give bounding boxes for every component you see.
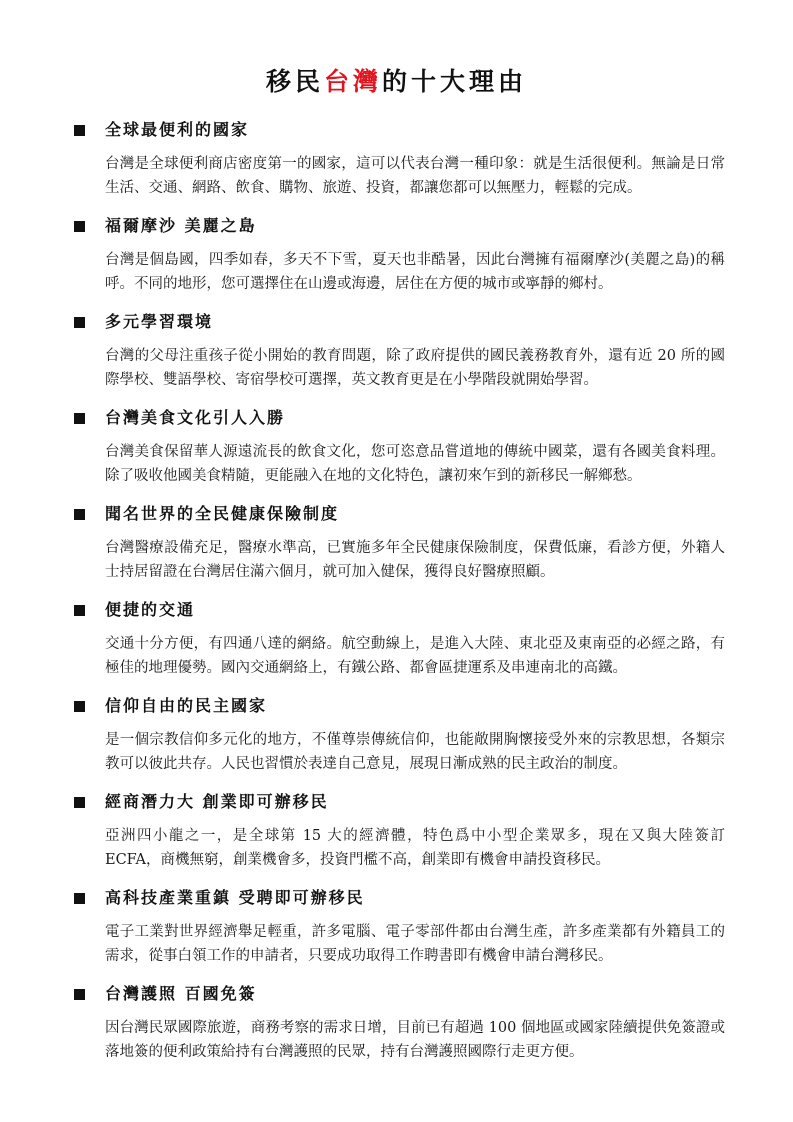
section-heading-text: 聞名世界的全民健康保險制度 xyxy=(105,504,340,523)
square-bullet-icon xyxy=(74,893,85,904)
section-body: 台灣是全球便利商店密度第一的國家，這可以代表台灣一種印象：就是生活很便利。無論是日常生活、交通、網路、飲食、購物、旅遊、投資，都讓您都可以無壓力，輕鬆的完成。 xyxy=(105,156,725,196)
square-bullet-icon xyxy=(74,701,85,712)
section-body: 台灣醫療設備充足，醫療水準高，已實施多年全民健康保險制度，保費低廉，看診方便，外籍人士持居留證在台灣居住滿六個月，就可加入健保，獲得良好醫療照顧。 xyxy=(105,540,725,580)
square-bullet-icon xyxy=(74,989,85,1000)
title-suffix: 的十大理由 xyxy=(382,67,528,96)
title-accent: 台灣 xyxy=(323,67,382,96)
square-bullet-icon xyxy=(74,221,85,232)
square-bullet-icon xyxy=(74,509,85,520)
section-heading xyxy=(74,982,257,1006)
section-heading xyxy=(74,502,339,526)
section-heading-text: 福爾摩沙 美麗之島 xyxy=(105,216,257,235)
section-heading-text: 高科技產業重鎮 受聘即可辦移民 xyxy=(105,888,365,907)
section-heading-text: 多元學習環境 xyxy=(105,312,214,331)
section-heading xyxy=(74,310,213,334)
square-bullet-icon xyxy=(74,797,85,808)
section-body: 亞洲四小龍之一，是全球第 15 大的經濟體，特色爲中小型企業眾多，現在又與大陸簽訂 ECFA，商機無窮，創業機會多，投資門檻不高，創業即有機會申請投資移民。 xyxy=(105,828,725,868)
section-body: 台灣美食保留華人源遠流長的飲食文化，您可恣意品嘗道地的傳統中國菜，還有各國美食料理。除了吸收他國美食精隨，更能融入在地的文化特色，讓初來乍到的新移民一解鄉愁。 xyxy=(105,444,725,484)
section-heading-text: 台灣護照 百國免簽 xyxy=(105,984,257,1003)
section-heading xyxy=(74,790,329,814)
square-bullet-icon xyxy=(74,413,85,424)
section-heading xyxy=(74,694,267,718)
title-prefix: 移民 xyxy=(265,67,324,96)
section-heading-text: 經商潛力大 創業即可辦移民 xyxy=(105,792,329,811)
section-body: 交通十分方便，有四通八達的網絡。航空動線上，是進入大陸、東北亞及東南亞的必經之路，有極佳的地理優勢。國內交通網絡上，有鐵公路、都會區捷運系及串連南北的高鐵。 xyxy=(105,636,725,676)
section-heading-text: 全球最便利的國家 xyxy=(105,120,250,139)
section-heading xyxy=(74,214,257,238)
section-body: 電子工業對世界經濟舉足輕重，許多電腦、電子零部件都由台灣生產，許多產業都有外籍員工的需求，從事白領工作的申請者，只要成功取得工作聘書即有機會申請台灣移民。 xyxy=(105,924,725,964)
section-heading xyxy=(74,598,195,622)
section-body: 因台灣民眾國際旅遊，商務考察的需求日增，目前已有超過 100 個地區或國家陸續提供免簽證或落地簽的便利政策給持有台灣護照的民眾，持有台灣護照國際行走更方便。 xyxy=(105,1020,725,1060)
section-heading-text: 信仰自由的民主國家 xyxy=(105,696,268,715)
section-heading xyxy=(74,886,365,910)
section-heading-text: 便捷的交通 xyxy=(105,600,196,619)
page-title xyxy=(0,64,793,100)
section-heading-text: 台灣美食文化引人入勝 xyxy=(105,408,286,427)
section-heading xyxy=(74,118,249,142)
square-bullet-icon xyxy=(74,317,85,328)
section-heading xyxy=(74,406,285,430)
square-bullet-icon xyxy=(74,605,85,616)
section-body: 台灣是個島國，四季如春，多天不下雪，夏天也非酷暑，因此台灣擁有福爾摩沙(美麗之島)的稱呼。不同的地形，您可選擇住在山邊或海邊，居住在方便的城市或寧靜的鄉村。 xyxy=(105,252,725,292)
section-body: 台灣的父母注重孩子從小開始的教育問題，除了政府提供的國民義務教育外，還有近 20 所的國際學校、雙語學校、寄宿學校可選擇，英文教育更是在小學階段就開始學習。 xyxy=(105,348,725,388)
section-body: 是一個宗教信仰多元化的地方，不僅尊崇傳統信仰，也能敞開胸懷接受外來的宗教思想，各類宗教可以彼此共存。人民也習慣於表達自己意見，展現日漸成熟的民主政治的制度。 xyxy=(105,732,725,772)
square-bullet-icon xyxy=(74,125,85,136)
